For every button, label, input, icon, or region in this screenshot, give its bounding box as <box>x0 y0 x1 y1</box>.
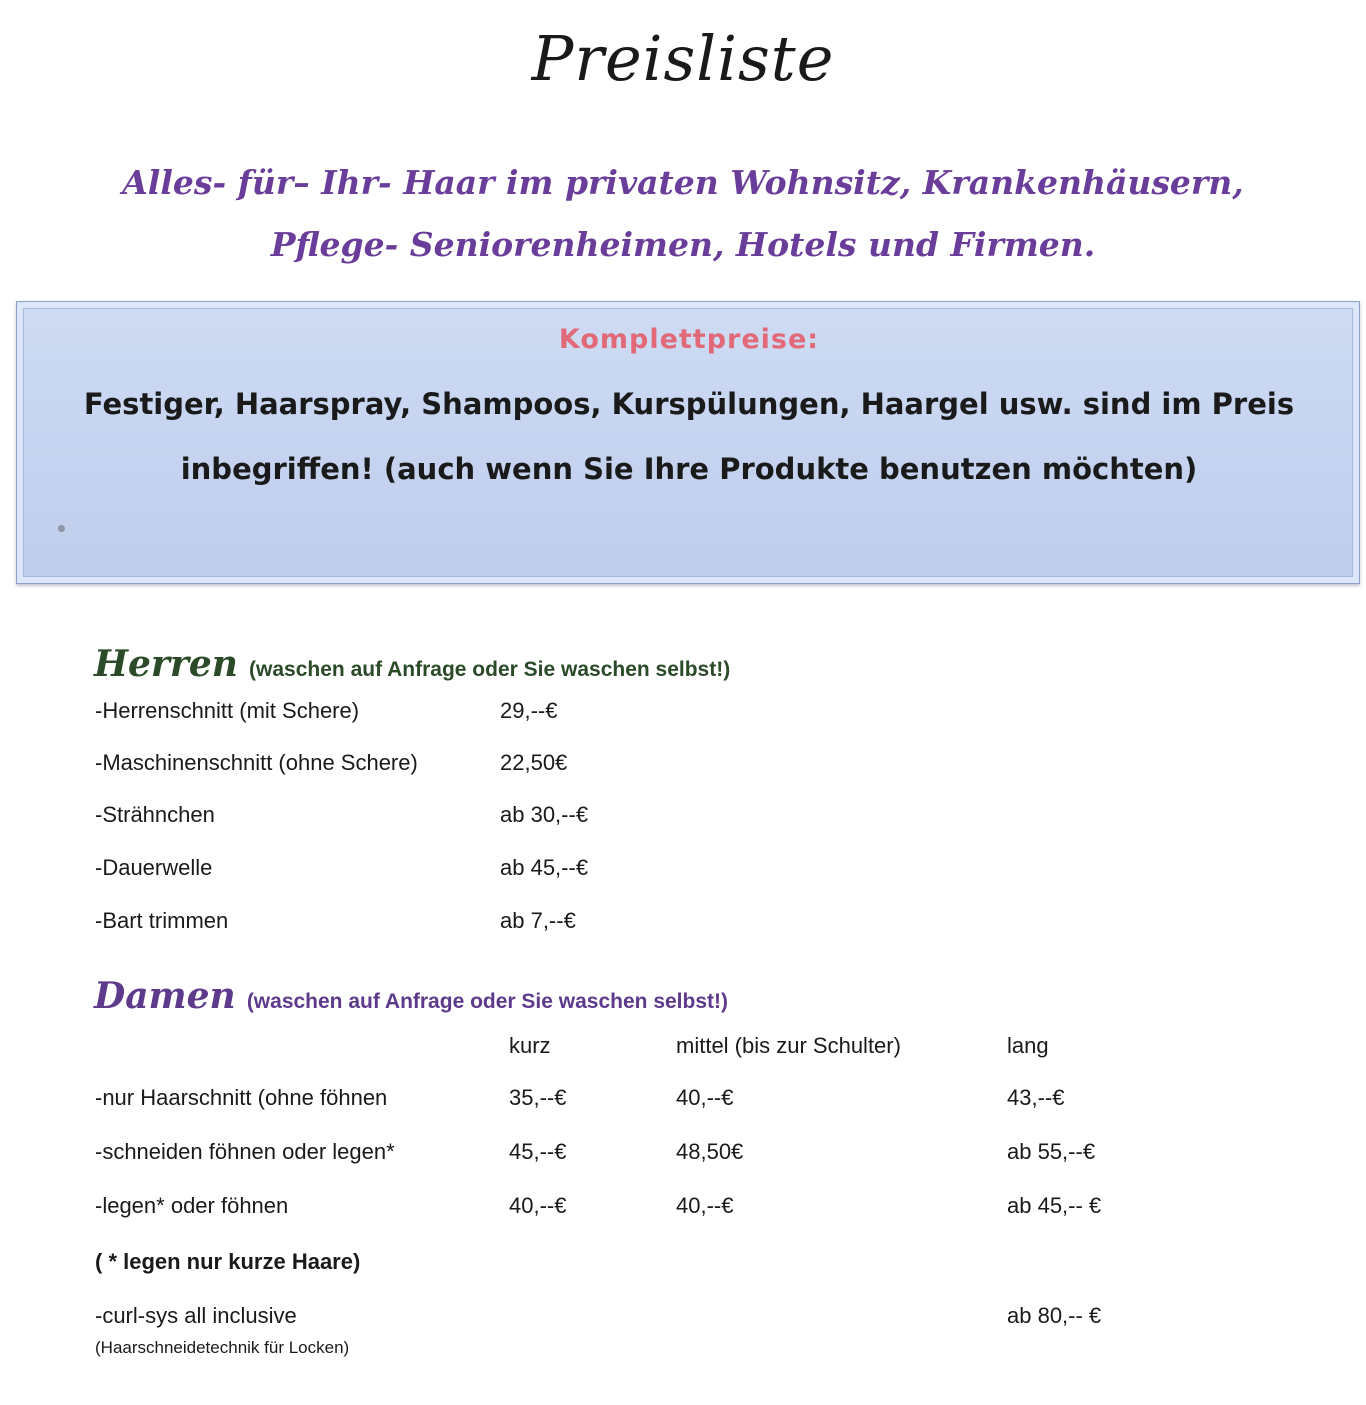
herren-row <box>0 855 1366 885</box>
herren-item-price: 22,50€ <box>500 750 568 775</box>
herren-item-price: 29,--€ <box>500 698 558 723</box>
damen-row <box>0 1193 1366 1223</box>
page-title: Preisliste <box>531 22 835 95</box>
subtitle-line-2: Pflege- Seniorenheimen, Hotels und Firmen. <box>270 225 1096 264</box>
complete-prices-line-1: Festiger, Haarspray, Shampoos, Kurspülungen, Haargel usw. sind im Preis <box>83 387 1295 421</box>
damen-column-headers <box>0 1033 1366 1063</box>
complete-prices-box <box>16 301 1360 584</box>
complete-prices-heading: Komplettpreise: <box>558 324 820 355</box>
damen-footnote: ( * legen nur kurze Haare) <box>95 1249 361 1274</box>
complete-prices-text <box>77 372 1301 502</box>
herren-item-price: ab 7,--€ <box>500 908 576 933</box>
herren-item-label: -Bart trimmen <box>95 908 229 933</box>
column-header-kurz: kurz <box>509 1033 551 1058</box>
damen-price-kurz: 45,--€ <box>509 1139 567 1164</box>
complete-prices-line-2: inbegriffen! (auch wenn Sie Ihre Produkte benutzen möchten) <box>180 452 1198 486</box>
herren-row <box>0 908 1366 938</box>
curl-label: -curl-sys all inclusive <box>95 1303 297 1328</box>
damen-price-mittel: 40,--€ <box>676 1193 734 1218</box>
damen-item-label: -nur Haarschnitt (ohne föhnen <box>95 1085 388 1110</box>
damen-price-lang: ab 55,--€ <box>1007 1139 1096 1164</box>
damen-row <box>0 1085 1366 1115</box>
herren-title: Herren <box>94 643 238 685</box>
curl-price: ab 80,-- € <box>1007 1303 1102 1328</box>
damen-price-lang: 43,--€ <box>1007 1085 1065 1110</box>
subtitle-line-1: Alles- für– Ihr- Haar im privaten Wohnsitz, Krankenhäusern, <box>122 163 1244 202</box>
damen-title: Damen <box>94 975 236 1017</box>
damen-section-heading <box>94 975 728 1017</box>
herren-row <box>0 750 1366 780</box>
herren-row <box>0 698 1366 728</box>
damen-row <box>0 1139 1366 1169</box>
damen-price-kurz: 35,--€ <box>509 1085 567 1110</box>
scan-speck <box>58 525 65 532</box>
herren-item-price: ab 30,--€ <box>500 802 589 827</box>
herren-item-label: -Strähnchen <box>95 802 215 827</box>
herren-row <box>0 802 1366 832</box>
herren-item-label: -Dauerwelle <box>95 855 213 880</box>
column-header-mittel: mittel (bis zur Schulter) <box>676 1033 901 1058</box>
damen-item-label: -schneiden föhnen oder legen* <box>95 1139 395 1164</box>
subtitle <box>60 152 1306 276</box>
damen-footnote-row <box>0 1249 1366 1279</box>
damen-price-lang: ab 45,-- € <box>1007 1193 1102 1218</box>
herren-item-price: ab 45,--€ <box>500 855 589 880</box>
herren-item-label: -Herrenschnitt (mit Schere) <box>95 698 360 723</box>
damen-note: (waschen auf Anfrage oder Sie waschen selbst!) <box>246 990 728 1013</box>
damen-item-label: -legen* oder föhnen <box>95 1193 289 1218</box>
herren-note: (waschen auf Anfrage oder Sie waschen selbst!) <box>249 658 731 681</box>
curl-note: (Haarschneidetechnik für Locken) <box>95 1338 350 1357</box>
column-header-lang: lang <box>1007 1033 1049 1058</box>
damen-price-kurz: 40,--€ <box>509 1193 567 1218</box>
damen-price-mittel: 48,50€ <box>676 1139 744 1164</box>
herren-item-label: -Maschinenschnitt (ohne Schere) <box>95 750 418 775</box>
damen-price-mittel: 40,--€ <box>676 1085 734 1110</box>
curl-row <box>0 1303 1366 1333</box>
herren-section-heading <box>94 643 730 685</box>
